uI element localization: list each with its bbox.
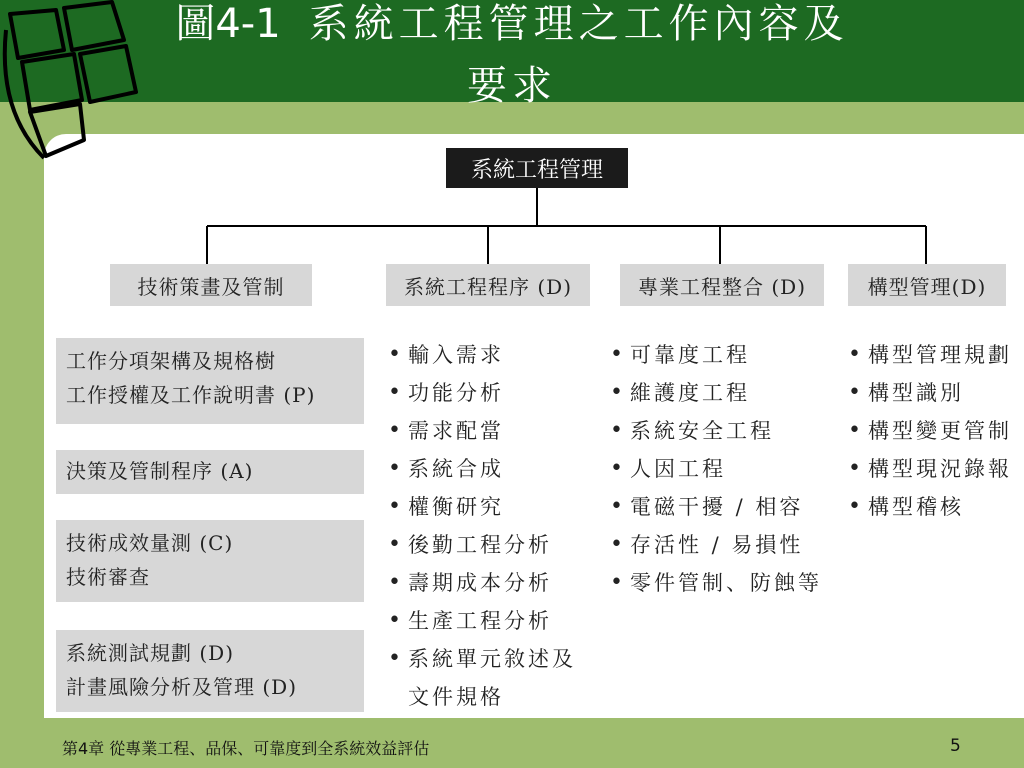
left-box-line: 工作分項架構及規格樹	[66, 349, 276, 373]
configuration-management-list	[848, 336, 1024, 526]
list-item: • 存活性 / 易損性	[610, 526, 850, 564]
list-item: • 後勤工程分析	[388, 526, 598, 564]
list-item: • 構型現況錄報	[848, 450, 1024, 488]
title-text: 系統工程管理之工作內容及	[308, 1, 849, 47]
category-system-engineering-process: 系統工程程序 (D)	[386, 264, 590, 306]
list-item: • 功能分析	[388, 374, 598, 412]
list-item: • 輸入需求	[388, 336, 598, 374]
list-item: • 構型變更管制	[848, 412, 1024, 450]
root-node: 系統工程管理	[446, 148, 628, 188]
left-box-performance	[56, 520, 364, 602]
left-box-line: 技術成效量測 (C)	[66, 531, 234, 555]
left-box-testing	[56, 630, 364, 712]
list-item: • 可靠度工程	[610, 336, 850, 374]
category-technical-planning: 技術策畫及管制	[110, 264, 312, 306]
list-item: • 生產工程分析	[388, 602, 598, 640]
left-box-line: 技術審查	[66, 565, 150, 589]
list-item: • 維護度工程	[610, 374, 850, 412]
left-box-line: 決策及管制程序 (A)	[66, 459, 254, 483]
list-item: • 權衡研究	[388, 488, 598, 526]
category-specialty-engineering: 專業工程整合 (D)	[620, 264, 824, 306]
list-item: • 電磁干擾 / 相容	[610, 488, 850, 526]
system-engineering-process-list	[388, 336, 598, 716]
list-item: • 系統單元敘述及文件規格	[388, 640, 598, 716]
left-box-line: 計畫風險分析及管理 (D)	[66, 675, 297, 699]
list-item: • 系統安全工程	[610, 412, 850, 450]
list-item: • 壽期成本分析	[388, 564, 598, 602]
figure-label: 圖4-1	[175, 1, 281, 47]
list-item: • 系統合成	[388, 450, 598, 488]
list-item: • 人因工程	[610, 450, 850, 488]
list-item: • 需求配當	[388, 412, 598, 450]
list-item: • 零件管制、防蝕等	[610, 564, 850, 602]
left-box-line: 工作授權及工作說明書 (P)	[66, 383, 316, 407]
list-item: • 構型管理規劃	[848, 336, 1024, 374]
left-box-decision	[56, 450, 364, 494]
list-item: • 構型稽核	[848, 488, 1024, 526]
page-number: 5	[950, 736, 961, 756]
left-box-line: 系統測試規劃 (D)	[66, 641, 234, 665]
list-item: • 構型識別	[848, 374, 1024, 412]
category-configuration-management: 構型管理(D)	[848, 264, 1006, 306]
left-box-wbs	[56, 338, 364, 424]
slide-footer: 第4章 從專業工程、品保、可靠度到全系統效益評估	[62, 739, 430, 758]
slide-title-line-2: 要求	[467, 63, 557, 109]
specialty-engineering-list	[610, 336, 850, 602]
